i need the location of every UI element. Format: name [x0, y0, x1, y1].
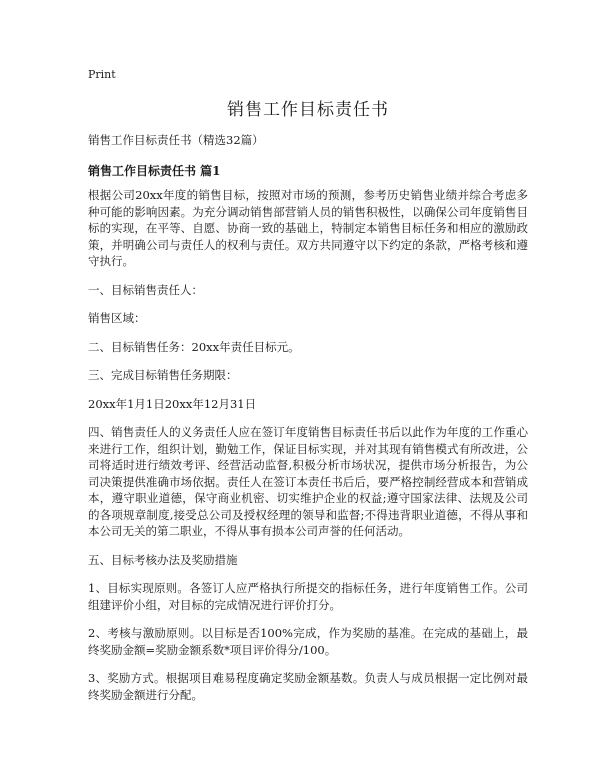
paragraph-task-deadline: 三、完成目标销售任务期限： [88, 368, 238, 382]
paragraph-intro: 根据公司20xx年度的销售目标，按照对市场的预测，参考历史销售业绩并综合考虑多种可能的影响因素。为充分调动销售部营销人员的销售积极性，以确保公司年度销售目标的实现，在平等、自愿、协商一致的基础上，特制定本销售目标任务和相应的激励政策，并明确公司与责任人的权利与责任。双方共同遵守以下约定的条款，严格考核和遵守执行。 [88, 188, 528, 268]
paragraph-rule-2: 2、考核与激励原则。以目标是否100%完成，作为奖励的基准。在完成的基础上，最终奖励金额=奖励金额系数*项目评价得分/100。 [88, 626, 528, 657]
paragraph-rule-1: 1、目标实现原则。各签订人应严格执行所提交的指标任务，进行年度销售工作。公司组建评价小组，对目标的完成情况进行评价打分。 [88, 581, 528, 612]
paragraph-sales-task: 二、目标销售任务：20xx年责任目标元。 [88, 339, 300, 354]
paragraph-responsible-person: 一、目标销售责任人： [88, 282, 203, 297]
document-title: 销售工作目标责任书 [227, 100, 389, 120]
print-label: Print [88, 68, 116, 81]
document-subtitle: 销售工作目标责任书（精选32篇） [88, 133, 264, 147]
paragraph-date-range: 20xx年1月1日20xx年12月31日 [88, 396, 257, 411]
paragraph-sales-region: 销售区域： [88, 311, 146, 325]
paragraph-rule-3: 3、奖励方式。根据项目难易程度确定奖励金额基数。负责人与成员根据一定比例对最终奖励金额进行分配。 [88, 671, 528, 702]
paragraph-assessment-heading: 五、目标考核办法及奖励措施 [88, 552, 238, 567]
paragraph-obligations: 四、销售责任人的义务责任人应在签订年度销售目标责任书后以此作为年度的工作重心来进行工作，组织计划，勤勉工作，保证目标实现，并对其现有销售模式有所改进，公司将适时进行绩效考评、经营活动监督,积极分析市场状况，提供市场分析报告，为公司决策提供准确市场依据。责任人在签订本责任书后后，要严格控制经营成本和营销成本，遵守职业道德，保守商业机密、切实维护企业的权益;遵守国家法律、法规及公司的各项规章制度,接受总公司及授权经理的领导和监督;不得违背职业道德，不得从事和本公司无关的第二职业，不得从事有损本公司声誉的任何活动。 [88, 425, 528, 538]
document-page [88, 68, 528, 715]
section-heading: 销售工作目标责任书 篇1 [88, 164, 221, 178]
